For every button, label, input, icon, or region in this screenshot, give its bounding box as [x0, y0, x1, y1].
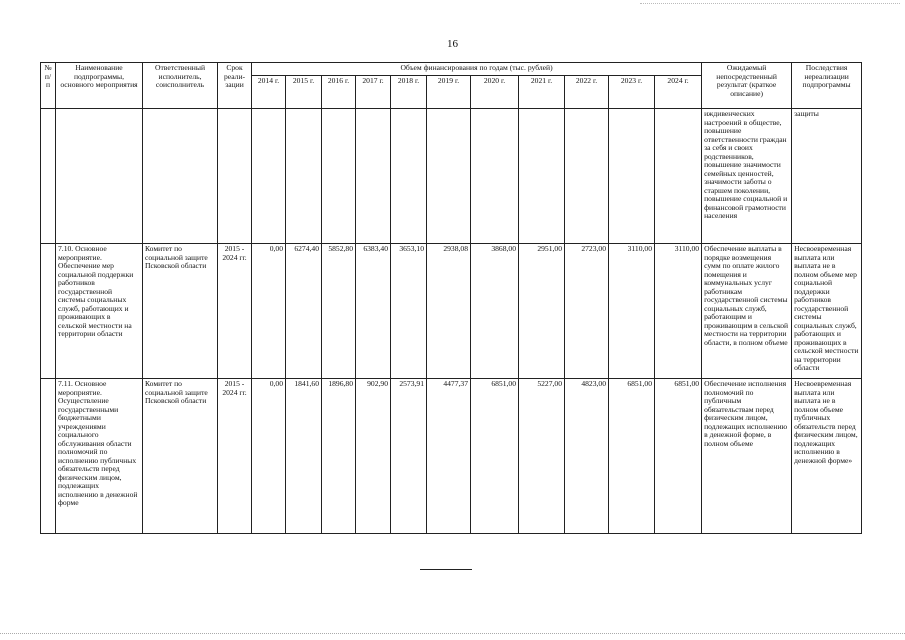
footer-divider: [420, 569, 472, 570]
result-cell: Обеспечение исполнения полномочий по публичным обязательствам перед физическим лицом, подлежащих исполнению в денежной форме, в полном объеме: [702, 379, 792, 534]
consequences-cell: защиты: [792, 109, 862, 244]
value-2014: 0,00: [252, 379, 286, 534]
program-table: [40, 62, 862, 534]
header-year: 2020 г.: [471, 76, 519, 109]
scan-artifact-top: [640, 3, 900, 4]
row-name: 7.10. Основное мероприятие. Обеспечение мер социальной поддержки работников государственной системы социальных служб, работающих и проживающих в сельской местности на территории области: [56, 244, 143, 379]
result-cell: иждивенческих настроений в обществе, повышение ответственности граждан за себя и своих родственников, повышение значимости семейных ценностей, значимости заботы о старшем поколении, повышение социальной и финансовой грамотности населения: [702, 109, 792, 244]
value-2023: 6851,00: [609, 379, 655, 534]
value-2015: 1841,60: [286, 379, 322, 534]
header-year: 2022 г.: [565, 76, 609, 109]
value-2018: 2573,91: [391, 379, 427, 534]
header-year: 2015 г.: [286, 76, 322, 109]
value-2014: 0,00: [252, 244, 286, 379]
header-funding: Объем финансирования по годам (тыс. рублей): [252, 63, 702, 76]
header-year: 2017 г.: [356, 76, 391, 109]
value-2023: 3110,00: [609, 244, 655, 379]
result-cell: Обеспечение выплаты в порядке возмещения сумм по оплате жилого помещения и коммунальных услуг работникам государственной системы социальных служб, работающим и проживающим в сельской местности на территории области, в полном объеме: [702, 244, 792, 379]
header-year: 2016 г.: [322, 76, 356, 109]
header-name: Наименование подпрограммы, основного мероприятия: [56, 63, 143, 109]
value-2018: 3653,10: [391, 244, 427, 379]
value-2019: 4477,37: [427, 379, 471, 534]
table-row: [41, 379, 862, 534]
value-2019: 2938,08: [427, 244, 471, 379]
header-year: 2024 г.: [655, 76, 702, 109]
value-2021: 2951,00: [519, 244, 565, 379]
row-term: 2015 - 2024 гг.: [218, 244, 252, 379]
value-2015: 6274,40: [286, 244, 322, 379]
scan-artifact-bottom: [0, 633, 905, 634]
row-name: 7.11. Основное мероприятие. Осуществление государственными бюджетными учреждениями социального обслуживания области полномочий по исполнению публичных обязательств перед физическим лицом, подлежащих исполнению в денежной форме: [56, 379, 143, 534]
consequences-cell: Несвоевременная выплата или выплата не в полном объеме мер социальной поддержки работников государственной системы социальных служб, работающих и проживающих в сельской местности на территории области: [792, 244, 862, 379]
header-year: 2021 г.: [519, 76, 565, 109]
header-year: 2019 г.: [427, 76, 471, 109]
header-row-1: [41, 63, 862, 76]
value-2021: 5227,00: [519, 379, 565, 534]
value-2017: 6383,40: [356, 244, 391, 379]
value-2020: 3868,00: [471, 244, 519, 379]
row-responsible: Комитет по социальной защите Псковской области: [143, 379, 218, 534]
header-term: Срок реали- зации: [218, 63, 252, 109]
header-year: 2023 г.: [609, 76, 655, 109]
value-2016: 5852,80: [322, 244, 356, 379]
header-consequences: Последствия нереализации подпрограммы: [792, 63, 862, 109]
header-responsible: Ответственный исполнитель, соисполнитель: [143, 63, 218, 109]
table-row: [41, 244, 862, 379]
table-row-continuation: [41, 109, 862, 244]
row-responsible: Комитет по социальной защите Псковской области: [143, 244, 218, 379]
header-year: 2018 г.: [391, 76, 427, 109]
row-num: [41, 379, 56, 534]
page-number: 16: [447, 38, 458, 50]
value-2022: 2723,00: [565, 244, 609, 379]
header-num: № п/п: [41, 63, 56, 109]
value-2022: 4823,00: [565, 379, 609, 534]
row-term: 2015 - 2024 гг.: [218, 379, 252, 534]
value-2024: 6851,00: [655, 379, 702, 534]
consequences-cell: Несвоевременная выплата или выплата не в полном объеме публичных обязательств перед физическим лицом, подлежащих исполнению в денежной форме»: [792, 379, 862, 534]
header-result: Ожидаемый непосредственный результат (краткое описание): [702, 63, 792, 109]
value-2024: 3110,00: [655, 244, 702, 379]
value-2020: 6851,00: [471, 379, 519, 534]
header-year: 2014 г.: [252, 76, 286, 109]
value-2016: 1896,80: [322, 379, 356, 534]
row-num: [41, 244, 56, 379]
value-2017: 902,90: [356, 379, 391, 534]
